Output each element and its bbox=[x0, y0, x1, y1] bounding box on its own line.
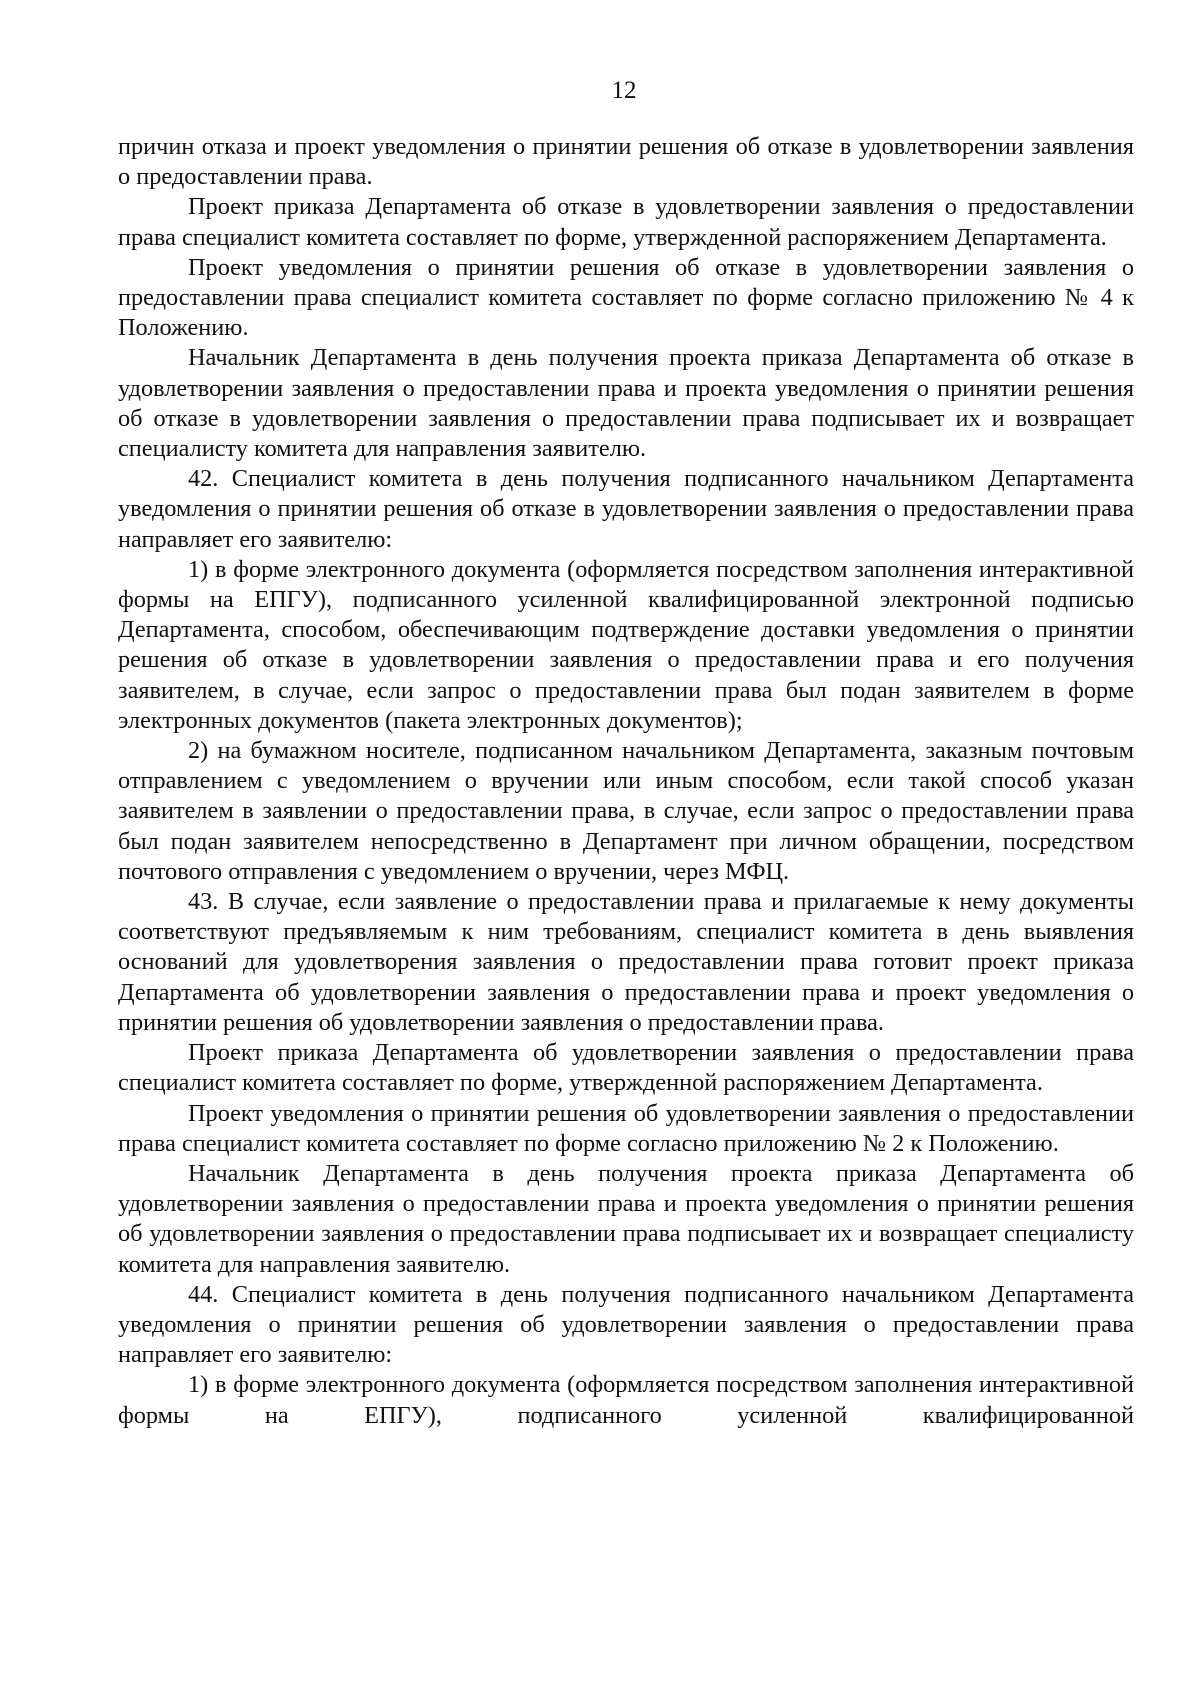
paragraph: Начальник Департамента в день получения проекта приказа Департамента об удовлетворении заявления о предоставлении права и проекта уведомления о принятии решения об удовлетворении заявления о предоставлении права подписывает их и возвращает специалисту комитета для направления заявителю. bbox=[118, 1159, 1134, 1278]
paragraph: Проект уведомления о принятии решения об отказе в удовлетворении заявления о предоставлении права специалист комитета составляет по форме согласно приложению № 4 к Положению. bbox=[118, 253, 1134, 342]
paragraph: Проект приказа Департамента об отказе в удовлетворении заявления о предоставлении права специалист комитета составляет по форме, утвержденной распоряжением Департамента. bbox=[118, 193, 1134, 251]
paragraph: Проект уведомления о принятии решения об удовлетворении заявления о предоставлении права специалист комитета составляет по форме согласно приложению № 2 к Положению. bbox=[118, 1099, 1134, 1157]
clause-43: 43. В случае, если заявление о предоставлении права и прилагаемые к нему документы соответствуют предъявляемым к ним требованиям, специалист комитета в день выявления оснований для удовлетворения заявления о предоставлении права готовит проект приказа Департамента об удовлетворении заявления о предоставлении права и проект уведомления о принятии решения об удовлетворении заявления о предоставлении права. bbox=[118, 888, 1134, 1036]
clause-44: 44. Специалист комитета в день получения подписанного начальником Департамента уведомления о принятии решения об удовлетворении заявления о предоставлении права направляет его заявителю: bbox=[118, 1280, 1134, 1369]
document-body bbox=[118, 132, 1134, 1431]
clause-42-item-1: 1) в форме электронного документа (оформляется посредством заполнения интерактивной формы на ЕПГУ), подписанного усиленной квалифицированной электронной подписью Департамента, способом, обеспечивающим подтверждение доставки уведомления о принятии решения об отказе в удовлетворении заявления о предоставлении права и его получения заявителем, в случае, если запрос о предоставлении права был подан заявителем в форме электронных документов (пакета электронных документов); bbox=[118, 555, 1134, 734]
clause-42-item-2: 2) на бумажном носителе, подписанном начальником Департамента, заказным почтовым отправлением с уведомлением о вручении или иным способом, если такой способ указан заявителем в заявлении о предоставлении права, в случае, если запрос о предоставлении права был подан заявителем непосредственно в Департамент при личном обращении, посредством почтового отправления с уведомлением о вручении, через МФЦ. bbox=[118, 737, 1134, 885]
clause-44-item-1: 1) в форме электронного документа (оформляется посредством заполнения интерактивной формы на ЕПГУ), подписанного усиленной квалифицированной bbox=[118, 1371, 1134, 1429]
paragraph: Начальник Департамента в день получения проекта приказа Департамента об отказе в удовлетворении заявления о предоставлении права и проекта уведомления о принятии решения об отказе в удовлетворении заявления о предоставлении права подписывает их и возвращает специалисту комитета для направления заявителю. bbox=[118, 344, 1134, 463]
paragraph-continuation: причин отказа и проект уведомления о принятии решения об отказе в удовлетворении заявления о предоставлении права. bbox=[118, 133, 1134, 191]
paragraph: Проект приказа Департамента об удовлетворении заявления о предоставлении права специалист комитета составляет по форме, утвержденной распоряжением Департамента. bbox=[118, 1039, 1134, 1097]
clause-42: 42. Специалист комитета в день получения подписанного начальником Департамента уведомления о принятии решения об отказе в удовлетворении заявления о предоставлении права направляет его заявителю: bbox=[118, 465, 1134, 553]
page-number: 12 bbox=[611, 77, 637, 104]
